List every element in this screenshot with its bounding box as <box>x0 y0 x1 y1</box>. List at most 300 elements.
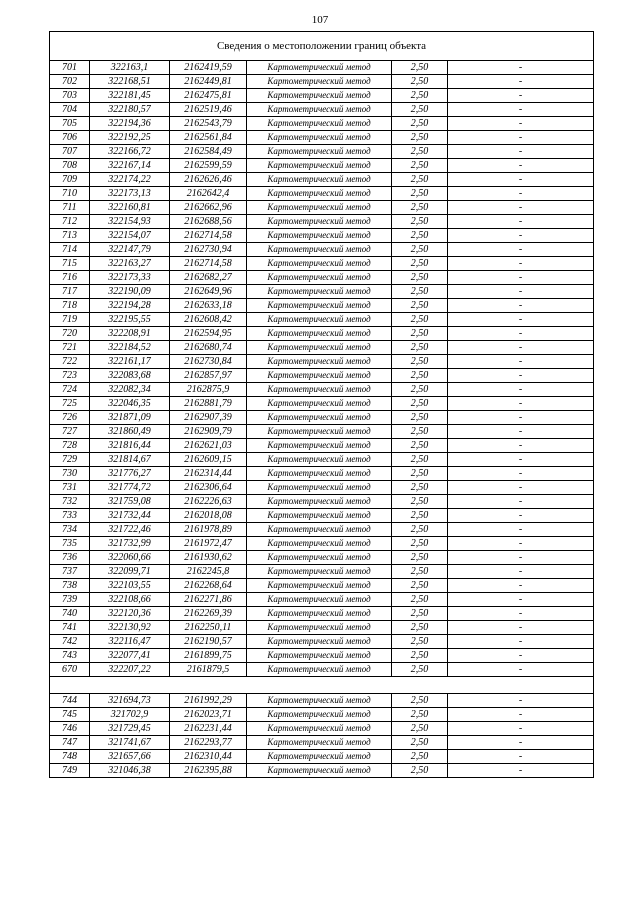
accuracy-cell: 2,50 <box>392 481 448 495</box>
note-cell: - <box>448 694 594 708</box>
coord-x-cell: 322163,1 <box>90 61 170 75</box>
table-row <box>50 75 594 89</box>
note-cell: - <box>448 201 594 215</box>
point-number-cell: 734 <box>50 523 90 537</box>
accuracy-cell: 2,50 <box>392 271 448 285</box>
method-cell: Картометрический метод <box>247 299 392 313</box>
coord-y-cell: 2162875,9 <box>170 383 247 397</box>
point-number-cell: 710 <box>50 187 90 201</box>
coord-y-cell: 2162594,95 <box>170 327 247 341</box>
accuracy-cell: 2,50 <box>392 649 448 663</box>
method-cell: Картометрический метод <box>247 495 392 509</box>
coord-y-cell: 2162649,96 <box>170 285 247 299</box>
note-cell: - <box>448 523 594 537</box>
accuracy-cell: 2,50 <box>392 509 448 523</box>
table-row <box>50 425 594 439</box>
table-row <box>50 257 594 271</box>
point-number-cell: 744 <box>50 694 90 708</box>
point-number-cell: 732 <box>50 495 90 509</box>
point-number-cell: 715 <box>50 257 90 271</box>
accuracy-cell: 2,50 <box>392 708 448 722</box>
method-cell: Картометрический метод <box>247 453 392 467</box>
coord-x-cell: 322154,07 <box>90 229 170 243</box>
method-cell: Картометрический метод <box>247 467 392 481</box>
coord-x-cell: 322083,68 <box>90 369 170 383</box>
point-number-cell: 727 <box>50 425 90 439</box>
coord-y-cell: 2162419,59 <box>170 61 247 75</box>
method-cell: Картометрический метод <box>247 621 392 635</box>
table-row <box>50 383 594 397</box>
coord-y-cell: 2162680,74 <box>170 341 247 355</box>
note-cell: - <box>448 397 594 411</box>
table-row <box>50 313 594 327</box>
accuracy-cell: 2,50 <box>392 89 448 103</box>
accuracy-cell: 2,50 <box>392 663 448 677</box>
coord-y-cell: 2162909,79 <box>170 425 247 439</box>
coord-y-cell: 2162714,58 <box>170 229 247 243</box>
coord-y-cell: 2161899,75 <box>170 649 247 663</box>
method-cell: Картометрический метод <box>247 159 392 173</box>
method-cell: Картометрический метод <box>247 341 392 355</box>
coord-y-cell: 2162395,88 <box>170 764 247 778</box>
coord-y-cell: 2162626,46 <box>170 173 247 187</box>
note-cell: - <box>448 131 594 145</box>
coord-y-cell: 2162018,08 <box>170 509 247 523</box>
accuracy-cell: 2,50 <box>392 635 448 649</box>
accuracy-cell: 2,50 <box>392 383 448 397</box>
method-cell: Картометрический метод <box>247 425 392 439</box>
point-number-cell: 741 <box>50 621 90 635</box>
accuracy-cell: 2,50 <box>392 61 448 75</box>
accuracy-cell: 2,50 <box>392 103 448 117</box>
note-cell: - <box>448 229 594 243</box>
coord-x-cell: 322167,14 <box>90 159 170 173</box>
point-number-cell: 711 <box>50 201 90 215</box>
point-number-cell: 703 <box>50 89 90 103</box>
accuracy-cell: 2,50 <box>392 579 448 593</box>
method-cell: Картометрический метод <box>247 523 392 537</box>
note-cell: - <box>448 764 594 778</box>
point-number-cell: 728 <box>50 439 90 453</box>
method-cell: Картометрический метод <box>247 481 392 495</box>
coord-x-cell: 322173,33 <box>90 271 170 285</box>
note-cell: - <box>448 565 594 579</box>
coord-x-cell: 322077,41 <box>90 649 170 663</box>
method-cell: Картометрический метод <box>247 187 392 201</box>
method-cell: Картометрический метод <box>247 551 392 565</box>
note-cell: - <box>448 159 594 173</box>
point-number-cell: 725 <box>50 397 90 411</box>
method-cell: Картометрический метод <box>247 750 392 764</box>
method-cell: Картометрический метод <box>247 327 392 341</box>
method-cell: Картометрический метод <box>247 117 392 131</box>
coord-x-cell: 321776,27 <box>90 467 170 481</box>
point-number-cell: 705 <box>50 117 90 131</box>
note-cell: - <box>448 453 594 467</box>
point-number-cell: 708 <box>50 159 90 173</box>
accuracy-cell: 2,50 <box>392 551 448 565</box>
point-number-cell: 709 <box>50 173 90 187</box>
table-row <box>50 722 594 736</box>
accuracy-cell: 2,50 <box>392 173 448 187</box>
coord-x-cell: 322116,47 <box>90 635 170 649</box>
coord-y-cell: 2161992,29 <box>170 694 247 708</box>
note-cell: - <box>448 187 594 201</box>
point-number-cell: 701 <box>50 61 90 75</box>
coord-y-cell: 2162688,56 <box>170 215 247 229</box>
group-separator-row <box>50 677 594 694</box>
point-number-cell: 735 <box>50 537 90 551</box>
table-row <box>50 579 594 593</box>
point-number-cell: 707 <box>50 145 90 159</box>
note-cell: - <box>448 215 594 229</box>
accuracy-cell: 2,50 <box>392 523 448 537</box>
table-row <box>50 694 594 708</box>
coord-y-cell: 2162543,79 <box>170 117 247 131</box>
coord-x-cell: 321694,73 <box>90 694 170 708</box>
table-row <box>50 607 594 621</box>
coord-x-cell: 322181,45 <box>90 89 170 103</box>
coord-x-cell: 322046,35 <box>90 397 170 411</box>
note-cell: - <box>448 145 594 159</box>
coord-y-cell: 2161879,5 <box>170 663 247 677</box>
accuracy-cell: 2,50 <box>392 439 448 453</box>
table-row <box>50 369 594 383</box>
note-cell: - <box>448 708 594 722</box>
point-number-cell: 742 <box>50 635 90 649</box>
point-number-cell: 743 <box>50 649 90 663</box>
table-row <box>50 145 594 159</box>
coord-x-cell: 322161,17 <box>90 355 170 369</box>
coord-y-cell: 2162293,77 <box>170 736 247 750</box>
method-cell: Картометрический метод <box>247 509 392 523</box>
accuracy-cell: 2,50 <box>392 736 448 750</box>
method-cell: Картометрический метод <box>247 593 392 607</box>
group-separator <box>50 677 594 694</box>
note-cell: - <box>448 61 594 75</box>
accuracy-cell: 2,50 <box>392 565 448 579</box>
table-row <box>50 285 594 299</box>
coord-x-cell: 322130,92 <box>90 621 170 635</box>
accuracy-cell: 2,50 <box>392 467 448 481</box>
method-cell: Картометрический метод <box>247 103 392 117</box>
method-cell: Картометрический метод <box>247 229 392 243</box>
coord-x-cell: 322207,22 <box>90 663 170 677</box>
coord-y-cell: 2162023,71 <box>170 708 247 722</box>
point-number-cell: 718 <box>50 299 90 313</box>
table-row <box>50 663 594 677</box>
table-row <box>50 750 594 764</box>
accuracy-cell: 2,50 <box>392 257 448 271</box>
table-row <box>50 649 594 663</box>
method-cell: Картометрический метод <box>247 708 392 722</box>
point-number-cell: 738 <box>50 579 90 593</box>
boundary-table <box>49 31 594 778</box>
coord-x-cell: 322208,91 <box>90 327 170 341</box>
method-cell: Картометрический метод <box>247 131 392 145</box>
note-cell: - <box>448 257 594 271</box>
accuracy-cell: 2,50 <box>392 145 448 159</box>
coord-x-cell: 322173,13 <box>90 187 170 201</box>
point-number-cell: 713 <box>50 229 90 243</box>
table-row <box>50 271 594 285</box>
method-cell: Картометрический метод <box>247 313 392 327</box>
accuracy-cell: 2,50 <box>392 341 448 355</box>
method-cell: Картометрический метод <box>247 663 392 677</box>
method-cell: Картометрический метод <box>247 736 392 750</box>
note-cell: - <box>448 117 594 131</box>
coord-y-cell: 2162608,42 <box>170 313 247 327</box>
point-number-cell: 746 <box>50 722 90 736</box>
coord-y-cell: 2162269,39 <box>170 607 247 621</box>
accuracy-cell: 2,50 <box>392 593 448 607</box>
table-row <box>50 736 594 750</box>
coord-y-cell: 2162609,15 <box>170 453 247 467</box>
method-cell: Картометрический метод <box>247 383 392 397</box>
coord-x-cell: 322147,79 <box>90 243 170 257</box>
table-title: Сведения о местоположении границ объекта <box>50 32 594 61</box>
accuracy-cell: 2,50 <box>392 537 448 551</box>
method-cell: Картометрический метод <box>247 579 392 593</box>
note-cell: - <box>448 481 594 495</box>
method-cell: Картометрический метод <box>247 89 392 103</box>
method-cell: Картометрический метод <box>247 355 392 369</box>
method-cell: Картометрический метод <box>247 61 392 75</box>
accuracy-cell: 2,50 <box>392 313 448 327</box>
accuracy-cell: 2,50 <box>392 243 448 257</box>
accuracy-cell: 2,50 <box>392 750 448 764</box>
accuracy-cell: 2,50 <box>392 215 448 229</box>
coord-x-cell: 321871,09 <box>90 411 170 425</box>
point-number-cell: 722 <box>50 355 90 369</box>
point-number-cell: 747 <box>50 736 90 750</box>
table-row <box>50 495 594 509</box>
accuracy-cell: 2,50 <box>392 621 448 635</box>
table-row <box>50 467 594 481</box>
coord-y-cell: 2162561,84 <box>170 131 247 145</box>
coord-x-cell: 322154,93 <box>90 215 170 229</box>
accuracy-cell: 2,50 <box>392 285 448 299</box>
note-cell: - <box>448 635 594 649</box>
note-cell: - <box>448 439 594 453</box>
table-row <box>50 187 594 201</box>
note-cell: - <box>448 537 594 551</box>
method-cell: Картометрический метод <box>247 243 392 257</box>
coord-y-cell: 2162633,18 <box>170 299 247 313</box>
table-row <box>50 341 594 355</box>
point-number-cell: 670 <box>50 663 90 677</box>
table-row <box>50 635 594 649</box>
coord-y-cell: 2162475,81 <box>170 89 247 103</box>
point-number-cell: 739 <box>50 593 90 607</box>
coord-y-cell: 2162231,44 <box>170 722 247 736</box>
coord-y-cell: 2161972,47 <box>170 537 247 551</box>
point-number-cell: 716 <box>50 271 90 285</box>
note-cell: - <box>448 89 594 103</box>
coord-x-cell: 321814,67 <box>90 453 170 467</box>
note-cell: - <box>448 621 594 635</box>
table-row <box>50 131 594 145</box>
coord-x-cell: 322120,36 <box>90 607 170 621</box>
coord-x-cell: 322060,66 <box>90 551 170 565</box>
table-row <box>50 708 594 722</box>
table-row <box>50 523 594 537</box>
accuracy-cell: 2,50 <box>392 425 448 439</box>
accuracy-cell: 2,50 <box>392 369 448 383</box>
accuracy-cell: 2,50 <box>392 694 448 708</box>
point-number-cell: 731 <box>50 481 90 495</box>
coord-y-cell: 2162268,64 <box>170 579 247 593</box>
coord-y-cell: 2162621,03 <box>170 439 247 453</box>
note-cell: - <box>448 425 594 439</box>
note-cell: - <box>448 649 594 663</box>
coord-y-cell: 2162682,27 <box>170 271 247 285</box>
table-row <box>50 117 594 131</box>
point-number-cell: 737 <box>50 565 90 579</box>
accuracy-cell: 2,50 <box>392 299 448 313</box>
accuracy-cell: 2,50 <box>392 229 448 243</box>
note-cell: - <box>448 593 594 607</box>
coord-y-cell: 2162730,94 <box>170 243 247 257</box>
note-cell: - <box>448 579 594 593</box>
coord-x-cell: 322195,55 <box>90 313 170 327</box>
coord-y-cell: 2162250,11 <box>170 621 247 635</box>
accuracy-cell: 2,50 <box>392 187 448 201</box>
note-cell: - <box>448 327 594 341</box>
coord-y-cell: 2162662,96 <box>170 201 247 215</box>
accuracy-cell: 2,50 <box>392 607 448 621</box>
accuracy-cell: 2,50 <box>392 453 448 467</box>
coord-x-cell: 321729,45 <box>90 722 170 736</box>
coord-y-cell: 2162907,39 <box>170 411 247 425</box>
coord-x-cell: 322190,09 <box>90 285 170 299</box>
method-cell: Картометрический метод <box>247 764 392 778</box>
coord-x-cell: 321732,44 <box>90 509 170 523</box>
accuracy-cell: 2,50 <box>392 495 448 509</box>
note-cell: - <box>448 313 594 327</box>
point-number-cell: 736 <box>50 551 90 565</box>
coord-x-cell: 322099,71 <box>90 565 170 579</box>
method-cell: Картометрический метод <box>247 257 392 271</box>
method-cell: Картометрический метод <box>247 397 392 411</box>
note-cell: - <box>448 355 594 369</box>
note-cell: - <box>448 467 594 481</box>
coord-x-cell: 322166,72 <box>90 145 170 159</box>
coord-x-cell: 321722,46 <box>90 523 170 537</box>
point-number-cell: 724 <box>50 383 90 397</box>
coord-y-cell: 2162584,49 <box>170 145 247 159</box>
method-cell: Картометрический метод <box>247 439 392 453</box>
method-cell: Картометрический метод <box>247 565 392 579</box>
method-cell: Картометрический метод <box>247 215 392 229</box>
note-cell: - <box>448 285 594 299</box>
table-row <box>50 453 594 467</box>
coord-x-cell: 321702,9 <box>90 708 170 722</box>
coord-x-cell: 322163,27 <box>90 257 170 271</box>
point-number-cell: 729 <box>50 453 90 467</box>
table-row <box>50 439 594 453</box>
note-cell: - <box>448 383 594 397</box>
point-number-cell: 748 <box>50 750 90 764</box>
accuracy-cell: 2,50 <box>392 722 448 736</box>
table-row <box>50 173 594 187</box>
table-row <box>50 355 594 369</box>
table-row <box>50 299 594 313</box>
note-cell: - <box>448 736 594 750</box>
coord-y-cell: 2162714,58 <box>170 257 247 271</box>
point-number-cell: 714 <box>50 243 90 257</box>
coord-x-cell: 321816,44 <box>90 439 170 453</box>
method-cell: Картометрический метод <box>247 75 392 89</box>
method-cell: Картометрический метод <box>247 285 392 299</box>
note-cell: - <box>448 299 594 313</box>
coord-y-cell: 2162730,84 <box>170 355 247 369</box>
method-cell: Картометрический метод <box>247 411 392 425</box>
method-cell: Картометрический метод <box>247 694 392 708</box>
note-cell: - <box>448 722 594 736</box>
table-row <box>50 61 594 75</box>
point-number-cell: 704 <box>50 103 90 117</box>
coord-x-cell: 321732,99 <box>90 537 170 551</box>
coord-y-cell: 2161930,62 <box>170 551 247 565</box>
coord-y-cell: 2162306,64 <box>170 481 247 495</box>
coord-x-cell: 322192,25 <box>90 131 170 145</box>
coord-x-cell: 322180,57 <box>90 103 170 117</box>
coord-x-cell: 322174,22 <box>90 173 170 187</box>
coord-x-cell: 322194,36 <box>90 117 170 131</box>
accuracy-cell: 2,50 <box>392 327 448 341</box>
coord-y-cell: 2162599,59 <box>170 159 247 173</box>
note-cell: - <box>448 271 594 285</box>
accuracy-cell: 2,50 <box>392 117 448 131</box>
note-cell: - <box>448 509 594 523</box>
table-row <box>50 327 594 341</box>
coord-x-cell: 321046,38 <box>90 764 170 778</box>
point-number-cell: 706 <box>50 131 90 145</box>
coord-x-cell: 322160,81 <box>90 201 170 215</box>
coord-x-cell: 322103,55 <box>90 579 170 593</box>
coord-y-cell: 2162310,44 <box>170 750 247 764</box>
note-cell: - <box>448 607 594 621</box>
method-cell: Картометрический метод <box>247 537 392 551</box>
accuracy-cell: 2,50 <box>392 131 448 145</box>
point-number-cell: 740 <box>50 607 90 621</box>
coord-x-cell: 322184,52 <box>90 341 170 355</box>
accuracy-cell: 2,50 <box>392 75 448 89</box>
method-cell: Картометрический метод <box>247 635 392 649</box>
table-row <box>50 565 594 579</box>
table-row <box>50 215 594 229</box>
coord-y-cell: 2162449,81 <box>170 75 247 89</box>
table-row <box>50 593 594 607</box>
table-row <box>50 481 594 495</box>
method-cell: Картометрический метод <box>247 271 392 285</box>
coord-x-cell: 322194,28 <box>90 299 170 313</box>
point-number-cell: 721 <box>50 341 90 355</box>
accuracy-cell: 2,50 <box>392 201 448 215</box>
note-cell: - <box>448 663 594 677</box>
note-cell: - <box>448 243 594 257</box>
coord-x-cell: 322168,51 <box>90 75 170 89</box>
coord-y-cell: 2162271,86 <box>170 593 247 607</box>
method-cell: Картометрический метод <box>247 649 392 663</box>
table-title-row <box>50 32 594 61</box>
coord-y-cell: 2162314,44 <box>170 467 247 481</box>
table-row <box>50 243 594 257</box>
table-row <box>50 89 594 103</box>
table-row <box>50 621 594 635</box>
point-number-cell: 745 <box>50 708 90 722</box>
